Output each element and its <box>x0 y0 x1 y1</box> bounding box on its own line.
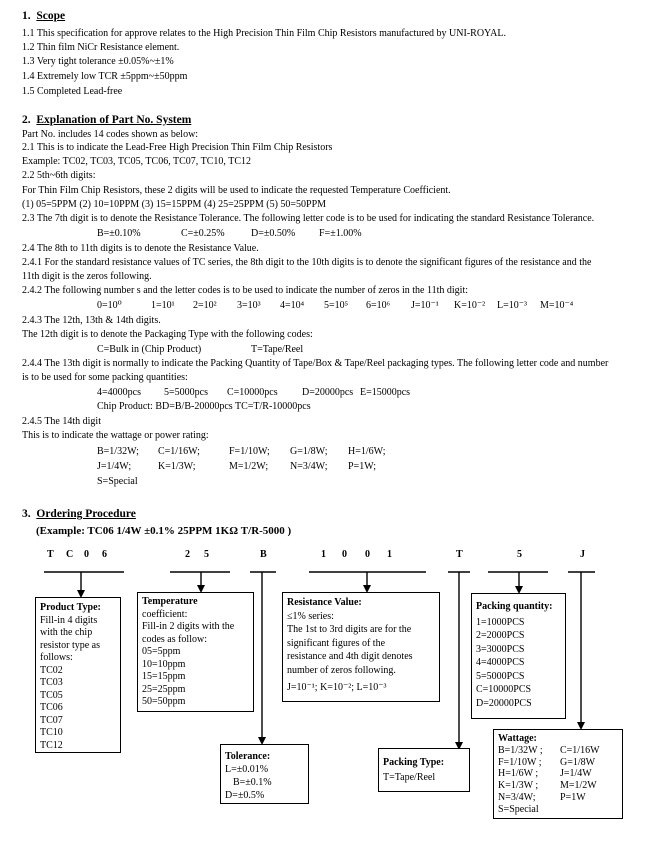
explanation-line: 2.4 The 8th to 11th digits is to denote the Resistance Value. <box>22 243 259 254</box>
temperature-line: Fill-in 2 digits with the <box>142 621 235 632</box>
quantity-code: E=15000pcs <box>360 387 411 398</box>
packing-quantity-line: C=10000PCS <box>476 684 532 695</box>
code-char: B <box>260 549 267 560</box>
zero-code: 6=10⁶ <box>366 300 391 311</box>
tolerance-code: F=±1.00% <box>319 228 362 239</box>
wattage-code: F=1/10W; <box>229 446 270 457</box>
temperature-box <box>137 592 254 712</box>
explanation-heading-text: Explanation of Part No. System <box>36 114 192 126</box>
quantity-code: 5=5000pcs <box>164 387 208 398</box>
packing-quantity-line: 5=5000PCS <box>476 670 525 682</box>
scope-item-3: 1.3 Very tight tolerance ±0.05%~±1% <box>22 56 174 67</box>
zero-code: 0=10⁰ <box>97 300 122 311</box>
product-type-line: TC05 <box>40 689 63 701</box>
wattage-code: S=Special <box>97 476 138 487</box>
explanation-line: 2.3 The 7th digit is to denote the Resistance Tolerance. The following letter code is to be used for indicating the standard Resistance Tolerance. <box>22 213 595 224</box>
product-type-box <box>35 597 121 753</box>
temperature-line: 05=5ppm <box>142 646 181 657</box>
temperature-line: 15=15ppm <box>142 671 186 682</box>
wattage-line: P=1W <box>560 791 586 803</box>
code-char: 1 <box>387 549 392 560</box>
packing-quantity-title: Packing quantity: <box>476 601 553 612</box>
product-type-line: follows: <box>40 652 73 663</box>
zero-code: J=10⁻¹ <box>411 300 439 311</box>
code-char: 0 <box>84 549 89 560</box>
code-char: J <box>580 549 585 560</box>
product-type-line: Fill-in 4 digits <box>40 614 98 626</box>
zero-code: 2=10² <box>193 300 217 311</box>
explanation-line: 11th digit is the zeros following. <box>22 271 152 282</box>
code-char: T <box>47 549 54 560</box>
explanation-line: For Thin Film Chip Resistors, these 2 digits will be used to indicate the requested Temperature Coefficient. <box>22 185 451 196</box>
code-char: C <box>66 549 74 560</box>
resistance-line: The 1st to 3rd digits are for the <box>287 624 412 635</box>
quantity-code: C=10000pcs <box>227 387 278 398</box>
explanation-line: This is to indicate the wattage or power rating: <box>22 430 209 441</box>
explanation-line: 2.4.3 The 12th, 13th & 14th digits. <box>22 315 161 326</box>
quantity-code: 4=4000pcs <box>97 387 141 398</box>
wattage-line: C=1/16W <box>560 744 600 756</box>
product-type-title: Product Type: <box>40 602 101 613</box>
packing-quantity-line: 1=1000PCS <box>476 616 525 628</box>
wattage-code: G=1/8W; <box>290 446 328 457</box>
wattage-code: C=1/16W; <box>158 446 200 457</box>
product-type-line: resistor type as <box>40 639 100 651</box>
packaging-code: T=Tape/Reel <box>251 344 304 355</box>
explanation-line: 2.4.2 The following number s and the letter codes is to be used to indicate the number of zeros in the 11th digit: <box>22 285 469 296</box>
packaging-code: C=Bulk in (Chip Product) <box>97 344 202 355</box>
packing-quantity-box <box>471 593 566 719</box>
temperature-title: Temperature <box>142 596 198 607</box>
ordering-heading: 3. Ordering Procedure <box>22 508 136 520</box>
zero-code: 5=10⁵ <box>324 300 349 311</box>
zero-code: L=10⁻³ <box>497 300 528 311</box>
packing-quantity-line: D=20000PCS <box>476 697 532 709</box>
scope-item-4: 1.4 Extremely low TCR ±5ppm~±50ppm <box>22 71 188 82</box>
packing-quantity-line: 2=2000PCS <box>476 630 525 641</box>
tolerance-code: B=±0.10% <box>97 228 141 239</box>
temperature-line: 25=25ppm <box>142 683 186 695</box>
ordering-heading-text: Ordering Procedure <box>36 508 136 520</box>
tolerance-line: D=±0.5% <box>225 790 265 801</box>
ordering-example: (Example: TC06 1/4W ±0.1% 25PPM 1KΩ T/R-5000 ) <box>36 525 292 537</box>
tolerance-title: Tolerance: <box>225 751 271 762</box>
scope-item-2: 1.2 Thin film NiCr Resistance element. <box>22 42 180 53</box>
resistance-line: ≤1% series: <box>287 610 334 622</box>
zero-code: K=10⁻² <box>454 300 486 311</box>
code-char: 1 <box>321 549 326 560</box>
product-type-line: TC03 <box>40 677 63 688</box>
wattage-code: H=1/6W; <box>348 446 386 457</box>
code-char: 5 <box>204 549 209 560</box>
explanation-line: 2.2 5th~6th digits: <box>22 170 96 181</box>
wattage-line: G=1/8W <box>560 756 596 768</box>
code-char: T <box>456 549 463 560</box>
resistance-box <box>282 592 440 702</box>
code-char: 0 <box>365 549 370 560</box>
wattage-line: M=1/2W <box>560 780 597 792</box>
zero-code: M=10⁻⁴ <box>540 300 574 311</box>
packing-quantity-line: 3=3000PCS <box>476 643 525 655</box>
scope-heading-text: Scope <box>36 10 66 22</box>
scope-item-1: 1.1 This specification for approve relates to the High Precision Thin Film Chip Resistors manufactured by UNI-ROYAL. <box>22 28 506 39</box>
zero-code: 3=10³ <box>237 300 261 311</box>
tolerance-box <box>220 744 309 804</box>
packing-quantity-line: 4=4000PCS <box>476 657 525 668</box>
wattage-line: J=1/4W <box>560 768 592 780</box>
code-char: 6 <box>102 549 107 560</box>
code-char: 5 <box>517 549 522 560</box>
product-type-line: TC12 <box>40 739 63 751</box>
explanation-line: The 12th digit is to denote the Packaging Type with the following codes: <box>22 329 313 340</box>
packing-type-title: Packing Type: <box>383 757 445 768</box>
code-char: 2 <box>185 549 190 560</box>
product-type-line: TC07 <box>40 714 63 726</box>
explanation-line: is to be used for some packing quantities: <box>22 372 188 383</box>
tolerance-code: D=±0.50% <box>251 228 296 239</box>
resistance-line: number of zeros following. <box>287 664 396 676</box>
explanation-line: 2.4.1 For the standard resistance values of TC series, the 8th digit to the 10th digits is to denote the significant figures of the resistance and the <box>22 257 592 268</box>
scope-heading: 1. Scope <box>22 10 66 22</box>
scope-item-5: 1.5 Completed Lead-free <box>22 86 123 97</box>
resistance-title: Resistance Value: <box>287 597 362 608</box>
wattage-code: K=1/3W; <box>158 461 196 472</box>
product-type-line: TC10 <box>40 727 63 738</box>
product-type-line: with the chip <box>40 627 93 638</box>
quantity-code: D=20000pcs <box>302 387 354 398</box>
wattage-code: N=3/4W; <box>290 461 328 472</box>
code-char: 0 <box>342 549 347 560</box>
tolerance-line: B=±0.1% <box>233 777 272 788</box>
packing-type-line: T=Tape/Reel <box>383 772 436 783</box>
tolerance-line: L=±0.01% <box>225 764 269 775</box>
explanation-line: 2.4.4 The 13th digit is normally to indicate the Packing Quantity of Tape/Box & Tape/Reel packaging types. The following letter code and number <box>22 358 609 369</box>
packing-type-box <box>378 748 470 792</box>
wattage-code: P=1W; <box>348 461 377 472</box>
wattage-code: M=1/2W; <box>229 461 269 472</box>
temperature-line: coefficient: <box>142 608 188 620</box>
wattage-line: B=1/32W ; <box>498 744 543 756</box>
temperature-line: codes as follow: <box>142 633 207 645</box>
wattage-line: S=Special <box>498 803 539 815</box>
explanation-line: 2.1 This is to indicate the Lead-Free High Precision Thin Film Chip Resistors <box>22 142 333 153</box>
wattage-line: F=1/10W ; <box>498 756 542 768</box>
resistance-line: significant figures of the <box>287 637 386 649</box>
wattage-code: J=1/4W; <box>97 461 132 472</box>
wattage-code: B=1/32W; <box>97 446 139 457</box>
resistance-line: J=10⁻¹; K=10⁻²; L=10⁻³ <box>287 682 387 693</box>
product-type-line: TC06 <box>40 702 63 713</box>
chip-product-codes: Chip Product: BD=B/B-20000pcs TC=T/R-10000pcs <box>97 401 311 412</box>
explanation-heading: 2. Explanation of Part No. System <box>22 114 192 126</box>
zero-code: 1=10¹ <box>151 300 175 311</box>
product-type-line: TC02 <box>40 664 63 676</box>
tolerance-code: C=±0.25% <box>181 228 225 239</box>
wattage-line: N=3/4W; <box>498 791 536 803</box>
explanation-line: Part No. includes 14 codes shown as below: <box>22 129 199 140</box>
temperature-line: 50=50ppm <box>142 696 186 707</box>
temperature-line: 10=10ppm <box>142 658 186 670</box>
explanation-line: 2.4.5 The 14th digit <box>22 416 101 427</box>
wattage-box <box>493 729 623 819</box>
resistance-line: resistance and 4th digit denotes <box>287 651 413 662</box>
tcr-codes: (1) 05=5PPM (2) 10=10PPM (3) 15=15PPM (4) 25=25PPM (5) 50=50PPM <box>22 199 327 210</box>
explanation-line: Example: TC02, TC03, TC05, TC06, TC07, TC10, TC12 <box>22 156 252 167</box>
wattage-line: K=1/3W ; <box>498 780 539 792</box>
wattage-line: H=1/6W ; <box>498 768 539 780</box>
zero-code: 4=10⁴ <box>280 300 305 311</box>
wattage-title: Wattage: <box>498 733 537 744</box>
